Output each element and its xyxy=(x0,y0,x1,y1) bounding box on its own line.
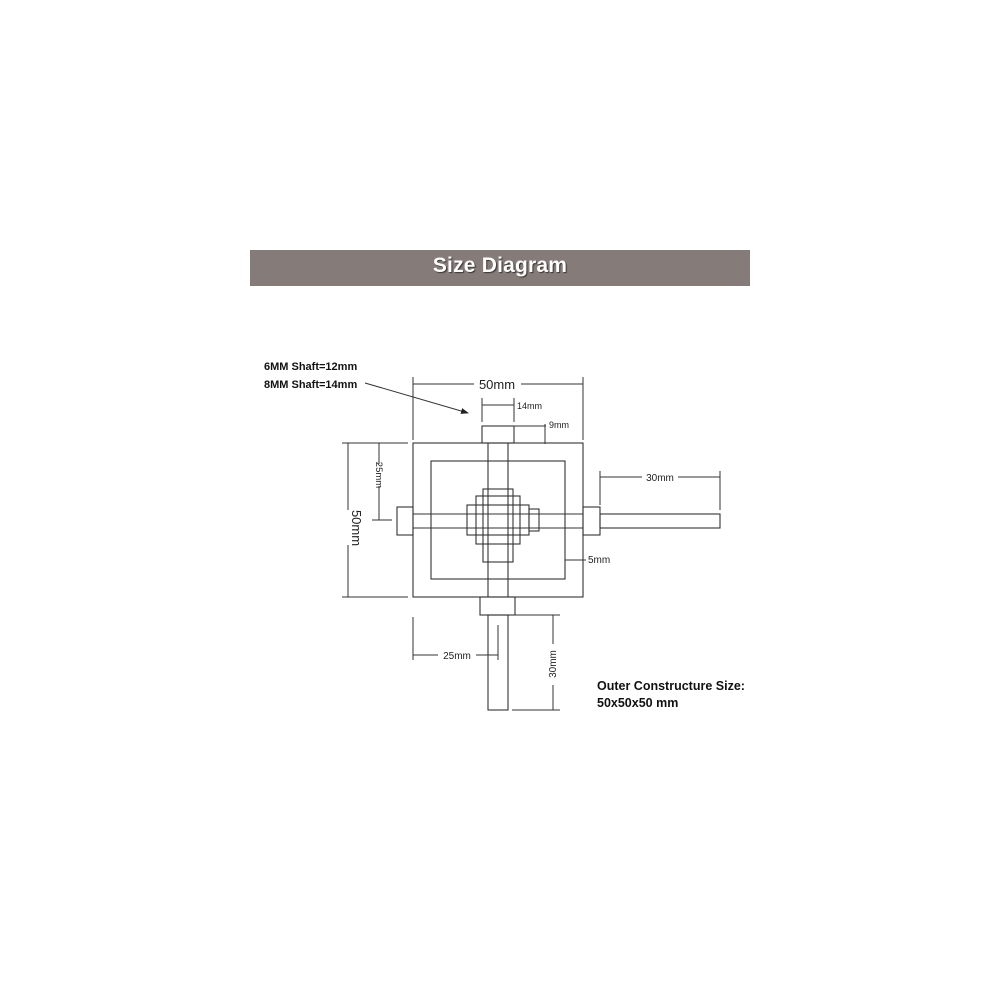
outer-frame xyxy=(413,443,583,597)
right-shaft-collar xyxy=(583,507,600,535)
shaft-note-6mm: 6MM Shaft=12mm xyxy=(264,361,358,373)
dimension-lines xyxy=(342,377,720,710)
note-leader-arrow xyxy=(365,383,468,413)
shaft-note-8mm: 8MM Shaft=14mm xyxy=(264,379,358,391)
dimension-labels xyxy=(349,377,674,678)
outer-size-value: 50x50x50 mm xyxy=(597,696,679,710)
inner-frame xyxy=(431,461,565,579)
right-shaft xyxy=(600,514,720,528)
dim-inner-offset: 5mm xyxy=(588,555,611,566)
left-shaft xyxy=(397,507,413,535)
bottom-shaft-collar xyxy=(480,597,515,615)
dim-shaft-width: 14mm xyxy=(517,401,543,411)
dim-shaft-protrusion: 9mm xyxy=(549,420,569,430)
dim-bottom-shaft: 30mm xyxy=(548,650,559,678)
dim-half-width-bottom: 25mm xyxy=(443,651,471,662)
dim-width-top: 50mm xyxy=(478,377,516,392)
top-shaft xyxy=(482,426,514,443)
outer-size-label: Outer Constructure Size: xyxy=(597,679,745,693)
diagram-title: Size Diagram xyxy=(432,254,568,277)
dim-height-left: 50mm xyxy=(349,509,364,547)
dim-half-height: 25mm xyxy=(373,461,384,489)
dim-right-shaft: 30mm xyxy=(646,473,674,484)
